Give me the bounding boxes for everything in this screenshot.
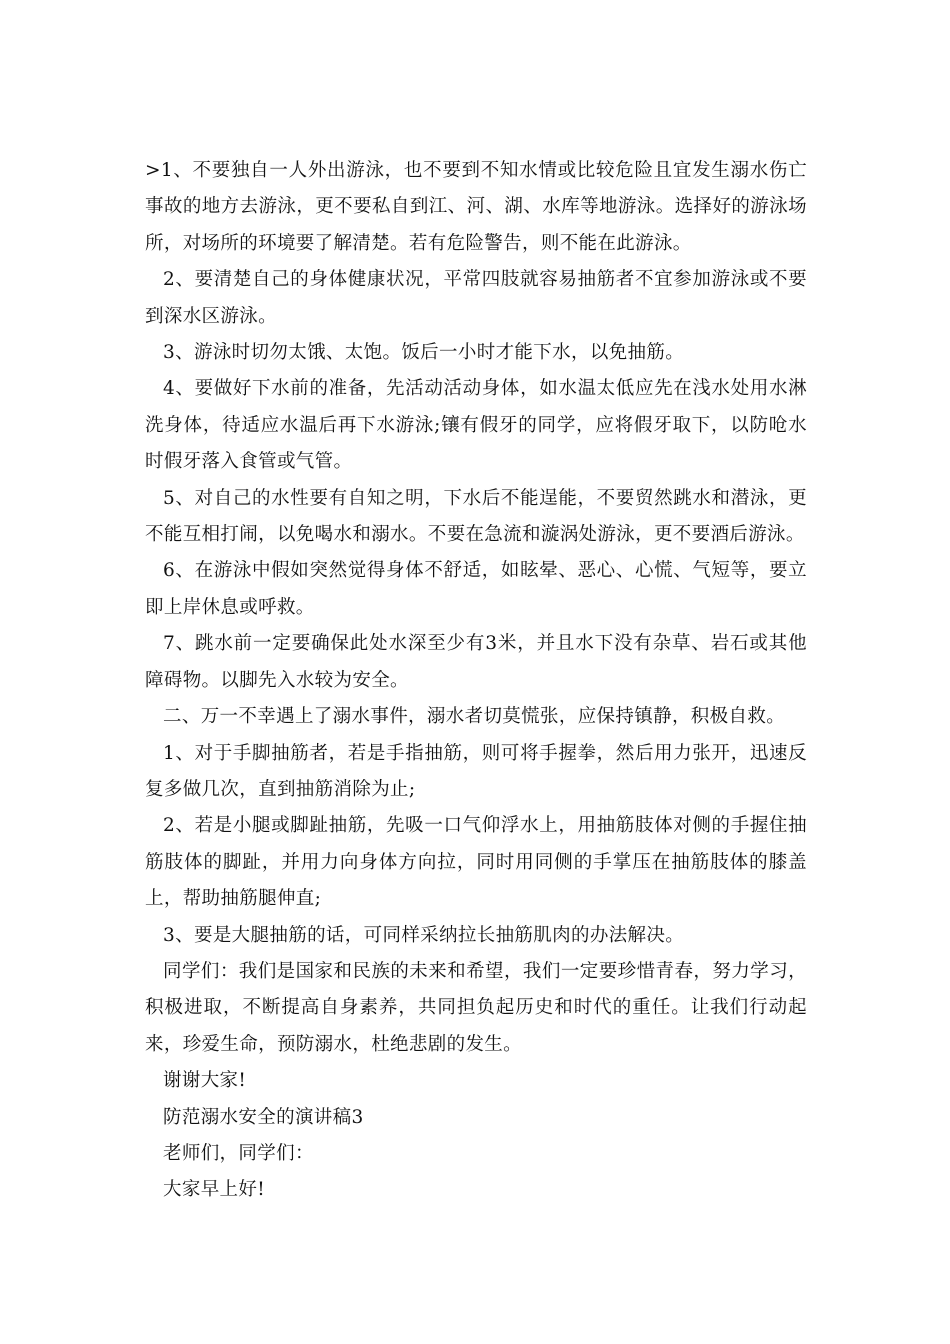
paragraph-rule-5: 5、对自己的水性要有自知之明，下水后不能逞能，不要贸然跳水和潜泳，更不能互相打闹，以免喝水和溺水。不要在急流和漩涡处游泳，更不要酒后游泳。 — [145, 487, 807, 546]
paragraph-rule-7: 7、跳水前一定要确保此处水深至少有3米，并且水下没有杂草、岩石或其他障碍物。以脚先入水较为安全。 — [145, 633, 807, 691]
paragraph-rule-1: >1、不要独自一人外出游泳，也不要到不知水情或比较危险且宜发生溺水伤亡事故的地方去游泳，更不要私自到江、河、湖、水库等地游泳。选择好的游泳场所，对场所的环境要了解清楚。若有危险警告，则不能在此游泳。 — [145, 160, 807, 254]
salutation: 老师们，同学们： — [163, 1142, 314, 1164]
paragraph-rule-3: 3、游泳时切勿太饿、太饱。饭后一小时才能下水，以免抽筋。 — [163, 342, 685, 364]
paragraph-rule-4: 4、要做好下水前的准备，先活动活动身体，如水温太低应先在浅水处用水淋洗身体，待适应水温后再下水游泳;镶有假牙的同学，应将假牙取下，以防呛水时假牙落入食管或气管。 — [145, 378, 807, 473]
paragraph-rescue-3: 3、要是大腿抽筋的话，可同样采纳拉长抽筋肌肉的办法解决。 — [163, 924, 685, 946]
speech-title: 防范溺水安全的演讲稿3 — [163, 1106, 364, 1128]
paragraph-rescue-1: 1、对于手脚抽筋者，若是手指抽筋，则可将手握拳，然后用力张开，迅速反复多做几次，直到抽筋消除为止; — [145, 742, 807, 800]
paragraph-rule-2: 2、要清楚自己的身体健康状况，平常四肢就容易抽筋者不宜参加游泳或不要到深水区游泳。 — [145, 269, 807, 327]
paragraph-closing: 同学们：我们是国家和民族的未来和希望，我们一定要珍惜青春，努力学习，积极进取，不断提高自身素养，共同担负起历史和时代的重任。让我们行动起来，珍爱生命，预防溺水，杜绝悲剧的发生。 — [145, 960, 807, 1055]
paragraph-rescue-2: 2、若是小腿或脚趾抽筋，先吸一口气仰浮水上，用抽筋肢体对侧的手握住抽筋肢体的脚趾，并用力向身体方向拉，同时用同侧的手掌压在抽筋肢体的膝盖上，帮助抽筋腿伸直; — [145, 815, 807, 910]
greeting: 大家早上好! — [163, 1179, 266, 1201]
paragraph-rule-6: 6、在游泳中假如突然觉得身体不舒适，如眩晕、恶心、心慌、气短等，要立即上岸休息或呼救。 — [145, 560, 807, 618]
document-body — [145, 153, 807, 1209]
section-heading-self-rescue: 二、万一不幸遇上了溺水事件，溺水者切莫慌张，应保持镇静，积极自救。 — [163, 706, 786, 728]
paragraph-thanks: 谢谢大家! — [163, 1070, 247, 1092]
